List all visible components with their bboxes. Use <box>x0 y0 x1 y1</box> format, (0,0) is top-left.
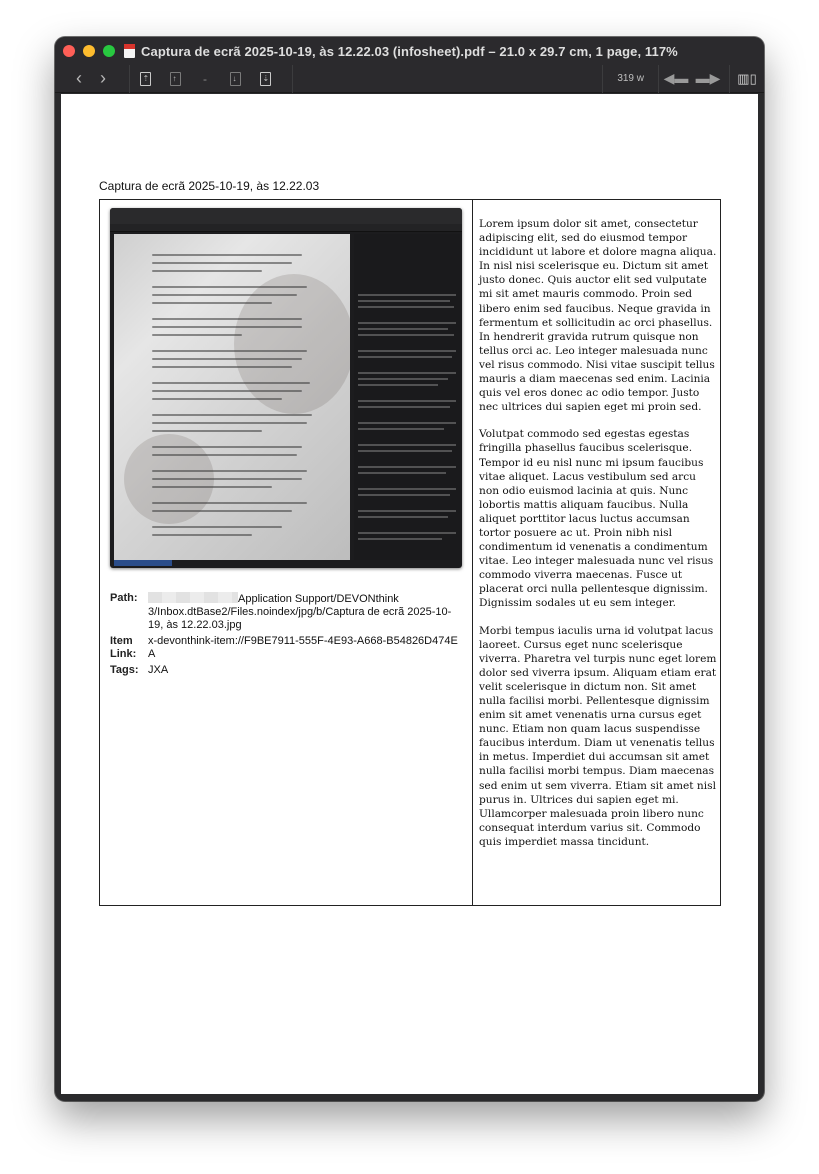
window-controls <box>63 45 115 57</box>
pdf-document-icon <box>124 44 135 58</box>
pdf-viewer-window <box>55 37 764 1101</box>
zoom-button[interactable] <box>103 45 115 57</box>
path-label: Path: <box>110 592 138 604</box>
toolbar <box>55 65 764 93</box>
window-title: Captura de ecrã 2025-10-19, às 12.22.03 (infosheet).pdf – 21.0 x 29.7 cm, 1 page, 117% <box>141 43 678 59</box>
tags-value: JXA <box>148 664 169 676</box>
tags-label: Tags: <box>110 664 139 676</box>
navigate-back-button[interactable] <box>659 68 693 90</box>
page-separator: - <box>203 71 207 86</box>
last-page-button[interactable] <box>250 68 280 90</box>
path-value: Application Support/DEVONthink 3/Inbox.dtBase2/Files.noindex/jpg/b/Captura de ecrã 2025-10-19, às 12.22.03.jpg <box>148 593 452 631</box>
minimize-button[interactable] <box>83 45 95 57</box>
navigate-forward-button[interactable] <box>693 68 723 90</box>
previous-page-icon: ↑ <box>170 72 181 86</box>
chevron-left-icon: ‹ <box>76 68 82 88</box>
chevron-right-icon: › <box>100 68 106 88</box>
tags-row <box>110 664 465 677</box>
metadata-list <box>110 592 465 680</box>
arrow-left-icon: ◀▬ <box>663 70 689 86</box>
redacted-path-segment <box>148 592 238 603</box>
infosheet-table <box>99 199 721 906</box>
back-button[interactable] <box>67 68 91 90</box>
document-heading: Captura de ecrã 2025-10-19, às 12.22.03 <box>99 179 320 193</box>
title-bar[interactable] <box>55 37 764 65</box>
body-text <box>479 217 717 862</box>
first-page-button[interactable] <box>130 68 160 90</box>
thumbnail-side-panel <box>354 234 460 560</box>
screenshot-thumbnail <box>110 208 462 568</box>
path-row <box>110 592 465 632</box>
thumbnail-caption <box>114 560 172 566</box>
manuscript-image <box>114 234 350 560</box>
next-page-button[interactable] <box>220 68 250 90</box>
column-divider <box>472 200 473 905</box>
close-button[interactable] <box>63 45 75 57</box>
pdf-page <box>61 94 758 1094</box>
last-page-icon: ⇣ <box>260 72 271 86</box>
body-paragraph: Morbi tempus iaculis urna id volutpat lacus laoreet. Cursus eget nunc scelerisque viverra. Pharetra vel turpis nunc eget lorem dolor sed viverra ipsum. Aliquam etiam erat velit scelerisque in dictum non. Sit amet nulla facilisi morbi. Pellentesque dignissim enim sit amet venenatis urna cursus eget nunc. Etiam non quam lacus suspendisse faucibus interdum. Diam ut venenatis tellus in metus. Imperdiet dui accumsan sit amet nulla facilisi morbi tempus. Diam maecenas sed enim ut sem viverra. Etiam sit amet nisl purus in. Ultrices dui sapien eget mi. Ullamcorper malesuada proin libero nunc consequat interdum varius sit. Commodo quis imperdiet massa tincidunt. <box>479 624 717 848</box>
item-link-row <box>110 635 465 661</box>
body-paragraph: Lorem ipsum dolor sit amet, consectetur adipiscing elit, sed do eiusmod tempor incididunt ut labore et dolore magna aliqua. In nisl nisi scelerisque eu. Dictum sit amet justo donec. Quis auctor elit sed vulputate mi sit amet mauris commodo. Proin sed libero enim sed faucibus. Neque gravida in fermentum et sollicitudin ac orci phasellus. In hendrerit gravida rutrum quisque non tellus orci ac. Leo integer malesuada nunc vel risus commodo. Nisi vitae suscipit tellus mauris a diam maecenas sed enim. Lacinia quis vel eros donec ac odio tempor. Justo nec ultrices dui sapien eget mi proin sed. <box>479 218 717 414</box>
item-link-label: Item Link: <box>110 635 137 660</box>
arrow-right-icon: ▬▶ <box>695 70 721 86</box>
toolbar-divider <box>292 65 293 93</box>
first-page-icon: ⇡ <box>140 72 151 86</box>
body-paragraph: Volutpat commodo sed egestas egestas fringilla phasellus faucibus scelerisque. Tempor id eu nisl nunc mi ipsum faucibus vitae aliquet. Lacus vestibulum sed arcu non odio euismod lacinia at quis. Nunc lobortis mattis aliquam faucibus. Nulla aliquet porttitor lacus luctus accumsan tortor posuere ac ut. Proin nibh nisl condimentum id venenatis a condimentum vitae. Leo integer malesuada nunc vel risus commodo viverra maecenas. Fusce ut placerat orci nulla pellentesque dignissim. Dignissim sodales ut eu sem integer. <box>479 428 714 610</box>
word-count-badge[interactable]: 319 w <box>617 73 644 84</box>
item-link-value[interactable]: x-devonthink-item://F9BE7911-555F-4E93-A668-B54826D474EA <box>148 635 458 660</box>
thumbnail-titlebar <box>110 208 462 224</box>
inspector-button[interactable] <box>730 68 764 90</box>
thumbnail-toolbar <box>110 224 462 232</box>
next-page-icon: ↓ <box>230 72 241 86</box>
previous-page-button[interactable] <box>160 68 190 90</box>
toolbar-divider <box>602 65 603 93</box>
library-books-icon: ▥▯ <box>737 70 757 86</box>
forward-button[interactable] <box>91 68 115 90</box>
